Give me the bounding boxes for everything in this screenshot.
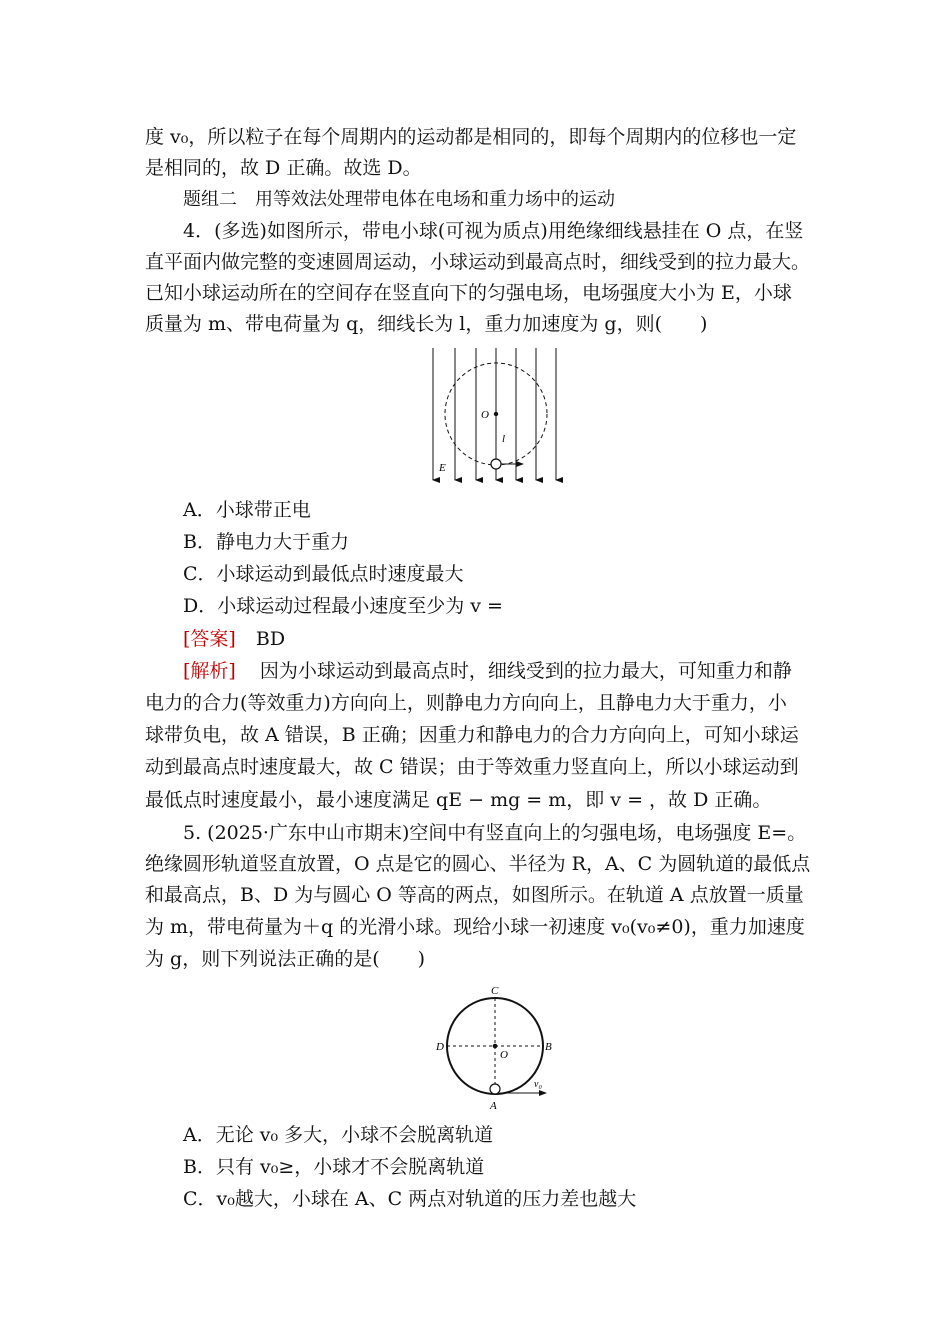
line-2: 是相同的，故 D 正确。故选 D。: [145, 157, 422, 179]
q5-option-b: B．只有 v₀≥，小球才不会脱离轨道: [183, 1156, 485, 1178]
answer-tag: [答案]: [183, 628, 236, 650]
ball: [491, 459, 501, 469]
label-B: B: [545, 1041, 552, 1053]
label-v0: v₀: [534, 1079, 542, 1090]
q4-option-d: D．小球运动过程最小速度至少为 v =: [183, 595, 503, 617]
analysis-line-3: 球带负电，故 A 错误，B 正确；因重力和静电力的合力方向向上，可知小球运: [145, 724, 799, 746]
q4-line-1: 4．(多选)如图所示，带电小球(可视为质点)用绝缘细线悬挂在 O 点，在竖: [183, 220, 804, 242]
label-A: A: [490, 1100, 497, 1112]
section-heading: 题组二 用等效法处理带电体在电场和重力场中的运动: [183, 189, 615, 210]
label-l: l: [502, 433, 506, 445]
center-dot: [494, 412, 498, 416]
answer-value: BD: [255, 628, 286, 650]
q5-line-2: 绝缘圆形轨道竖直放置，O 点是它的圆心、半径为 R，A、C 为圆轨道的最低点: [145, 853, 811, 875]
q4-line-2: 直平面内做完整的变速圆周运动，小球运动到最高点时，细线受到的拉力最大。: [145, 251, 811, 273]
q5-figure: [430, 983, 560, 1113]
q5-line-3: 和最高点，B、D 为与圆心 O 等高的两点，如图所示。在轨道 A 点放置一质量: [145, 884, 804, 906]
line-1: 度 v₀，所以粒子在每个周期内的运动都是相同的，即每个周期内的位移也一定: [145, 126, 797, 148]
q5-line-5: 为 g，则下列说法正确的是( ): [145, 948, 426, 970]
analysis-text: 因为小球运动到最高点时，细线受到的拉力最大，可知重力和静: [259, 660, 792, 682]
label-D: D: [436, 1041, 444, 1053]
q4-analysis: [183, 658, 792, 684]
analysis-line-5: 最低点时速度最小，最小速度满足 qE − mg = m，即 v = ，故 D 正确。: [145, 789, 772, 811]
analysis-line-2: 电力的合力(等效重力)方向向上，则静电力方向向上，且静电力大于重力，小: [145, 692, 787, 714]
analysis-tag: [解析]: [183, 660, 236, 682]
label-O: O: [500, 1049, 508, 1061]
q4-line-3: 已知小球运动所在的空间存在竖直向下的匀强电场，电场强度大小为 E，小球: [145, 282, 792, 304]
label-E: E: [439, 462, 446, 474]
q5-line-4: 为 m，带电荷量为＋q 的光滑小球。现给小球一初速度 v₀(v₀≠0)，重力加速度: [145, 916, 805, 938]
q4-option-c: C．小球运动到最低点时速度最大: [183, 563, 464, 585]
ball: [490, 1084, 500, 1094]
q5-option-a: A．无论 v₀ 多大，小球不会脱离轨道: [183, 1124, 494, 1146]
q4-option-a: A．小球带正电: [183, 499, 311, 521]
center-dot: [493, 1044, 498, 1049]
q4-answer: [183, 626, 285, 652]
analysis-line-4: 动到最高点时速度最大，故 C 错误；由于等效重力竖直向上，所以小球运动到: [145, 756, 799, 778]
label-O: O: [481, 409, 489, 421]
q4-figure: [425, 346, 565, 486]
q5-option-c: C．v₀越大，小球在 A、C 两点对轨道的压力差也越大: [183, 1188, 637, 1210]
label-C: C: [491, 985, 499, 997]
q5-line-1: 5. (2025·广东中山市期末)空间中有竖直向上的匀强电场，电场强度 E=。: [183, 822, 807, 844]
q4-option-b: B．静电力大于重力: [183, 531, 349, 553]
q4-line-4: 质量为 m、带电荷量为 q，细线长为 l，重力加速度为 g，则( ): [145, 313, 708, 335]
